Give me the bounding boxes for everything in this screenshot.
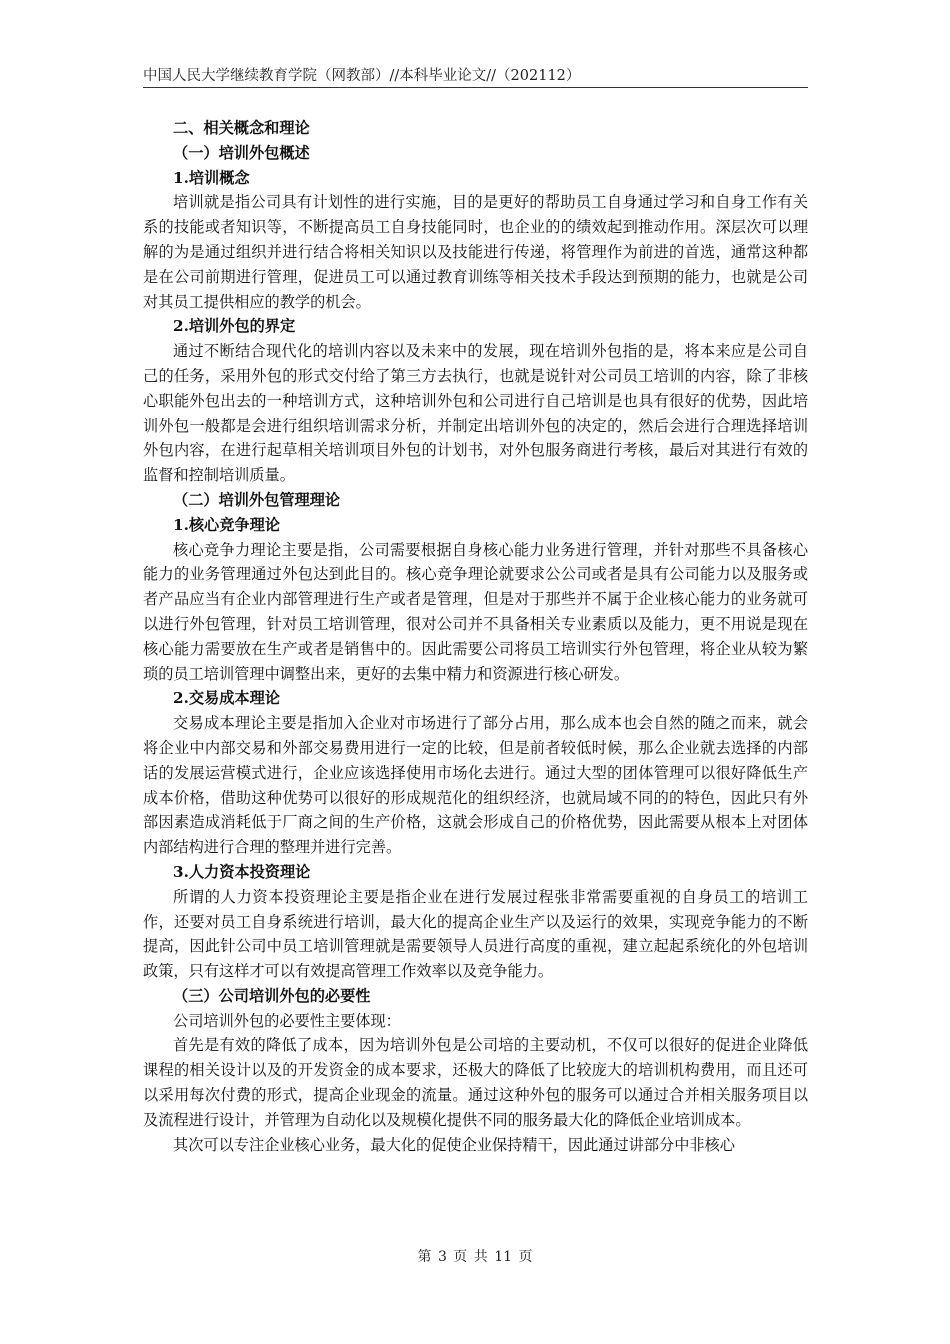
paragraph: 通过不断结合现代化的培训内容以及未来中的发展，现在培训外包指的是，将本来应是公司自己的任务，采用外包的形式交付给了第三方去执行，也就是说针对公司员工培训的内容，除了非核心职能外包出去的一种培训方式，这种培训外包和公司进行自己培训是也具有很好的优势，因此培训外包一般都是会进行组织培训需求分析，并制定出培训外包的决定的，然后会进行合理选择培训外包内容，在进行起草相关培训项目外包的计划书，对外包服务商进行考核，最后对其进行有效的监督和控制培训质量。 [143,342,808,485]
paragraph: 首先是有效的降低了成本，因为培训外包是公司培的主要动机，不仅可以很好的促进企业降低课程的相关设计以及的开发资金的成本要求，还极大的降低了比较庞大的培训机构费用，而且还可以采用每次付费的形式，提高企业现金的流量。通过这种外包的服务可以通过合并相关服务项目以及流程进行设计，并管理为自动化以及规模化提供不同的服务最大化的降低企业培训成本。 [143,1036,808,1129]
subsection-heading: （三）公司培训外包的必要性 [173,986,371,1005]
paragraph: 培训就是指公司具有计划性的进行实施，目的是更好的帮助员工自身通过学习和自身工作有关系的技能或者知识等，不断提高员工自身技能同时，也企业的的绩效起到推动作用。深层次可以理解的为是通过组织并进行结合将相关知识以及技能进行传递，将管理作为前进的首选，通常这种都是在公司前期进行管理，促进员工可以通过教育训练等相关技术手段达到预期的能力，也就是公司对其员工提供相应的教学的机会。 [143,193,808,311]
subsection-heading: （一）培训外包概述 [173,143,310,162]
subsubsection-heading: 2.培训外包的界定 [173,317,296,336]
page-body [143,116,808,1157]
section-heading: 二、相关概念和理论 [173,119,310,137]
running-header: 中国人民大学继续教育学院（网教部）//本科毕业论文//（202112） [143,68,581,84]
subsubsection-heading: 1.培训概念 [173,168,250,187]
subsubsection-heading: 1.核心竞争理论 [173,515,280,534]
paragraph: 所谓的人力资本投资理论主要是指企业在进行发展过程张非常需要重视的自身员工的培训工作，还要对员工自身系统进行培训，最大化的提高企业生产以及运行的效果，实现竞争能力的不断提高，因此针公司中员工培训管理就是需要领导人员进行高度的重视，建立起起系统化的外包培训政策，只有这样才可以有效提高管理工作效率以及竞争能力。 [143,887,808,981]
subsection-heading: （二）培训外包管理理论 [173,490,341,509]
paragraph: 核心竞争力理论主要是指，公司需要根据自身核心能力业务进行管理，并针对那些不具备核心能力的业务管理通过外包达到此目的。核心竞争理论就要求公公司或者是具有公司能力以及服务或者产品应当有企业内部管理进行生产或者是管理，但是对于那些并不属于企业核心能力的业务就可以进行外包管理，针对员工培训管理，很对公司并不具备相关专业素质以及能力，更不用说是现在核心能力需要放在生产或者是销售中的。因此需要公司将员工培训实行外包管理，将企业从较为繁琐的员工培训管理中调整出来，更好的去集中精力和资源进行核心研发。 [143,540,808,683]
paragraph: 公司培训外包的必要性主要体现： [173,1011,401,1030]
paragraph: 交易成本理论主要是指加入企业对市场进行了部分占用，那么成本也会自然的随之而来，就会将企业中内部交易和外部交易费用进行一定的比较，但是前者较低时候，那么企业就去选择的内部话的发展运营模式进行，企业应该选择使用市场化去进行。通过大型的团体管理可以很好降低生产成本价格，借助这种优势可以很好的形成规范化的组织经济，也就局域不同的的特色，因此只有外部因素造成消耗低于厂商之间的生产价格，这就会形成自己的价格优势，因此需要从根本上对团体内部结构进行合理的整理并进行完善。 [143,714,808,857]
subsubsection-heading: 3.人力资本投资理论 [173,862,311,881]
header-rule [143,87,808,88]
subsubsection-heading: 2.交易成本理论 [173,689,280,708]
paragraph: 其次可以专注企业核心业务，最大化的促使企业保持精干，因此通过讲部分中非核心 [173,1135,735,1154]
page-number-footer: 第 3 页 共 11 页 [417,1249,533,1265]
